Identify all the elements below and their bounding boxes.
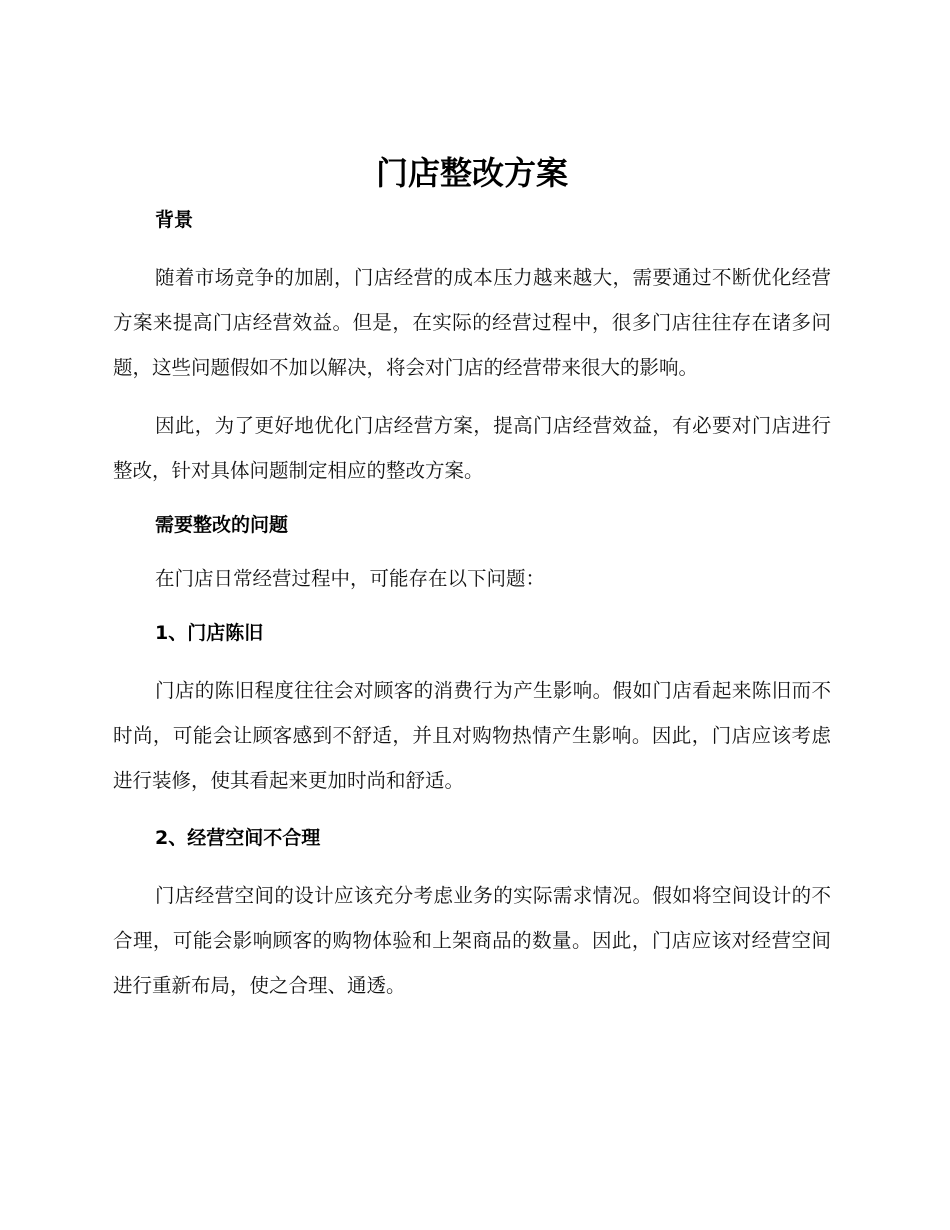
section-background [113, 200, 831, 493]
paragraph: 因此，为了更好地优化门店经营方案，提高门店经营效益，有必要对门店进行整改，针对具体问题制定相应的整改方案。 [113, 414, 831, 482]
issue-item [113, 818, 831, 1008]
document-title: 门店整改方案 [375, 154, 568, 192]
issue-title: 1、门店陈旧 [155, 622, 264, 644]
document-page [113, 150, 831, 1008]
section-heading-background: 背景 [155, 209, 194, 231]
section-heading-issues: 需要整改的问题 [155, 514, 289, 536]
section-issues [113, 505, 831, 1008]
issue-title: 2、经营空间不合理 [155, 827, 321, 849]
issues-intro: 在门店日常经营过程中，可能存在以下问题： [155, 567, 546, 590]
issue-text: 门店的陈旧程度往往会对顾客的消费行为产生影响。假如门店看起来陈旧而不时尚，可能会让顾客感到不舒适，并且对购物热情产生影响。因此，门店应该考虑进行装修，使其看起来更加时尚和舒适。 [113, 679, 831, 792]
issue-text: 门店经营空间的设计应该充分考虑业务的实际需求情况。假如将空间设计的不合理，可能会影响顾客的购物体验和上架商品的数量。因此，门店应该对经营空间进行重新布局，使之合理、通透。 [113, 884, 831, 997]
issue-item [113, 613, 831, 803]
paragraph: 随着市场竞争的加剧，门店经营的成本压力越来越大，需要通过不断优化经营方案来提高门店经营效益。但是，在实际的经营过程中，很多门店往往存在诸多问题，这些问题假如不加以解决，将会对门店的经营带来很大的影响。 [113, 266, 831, 379]
